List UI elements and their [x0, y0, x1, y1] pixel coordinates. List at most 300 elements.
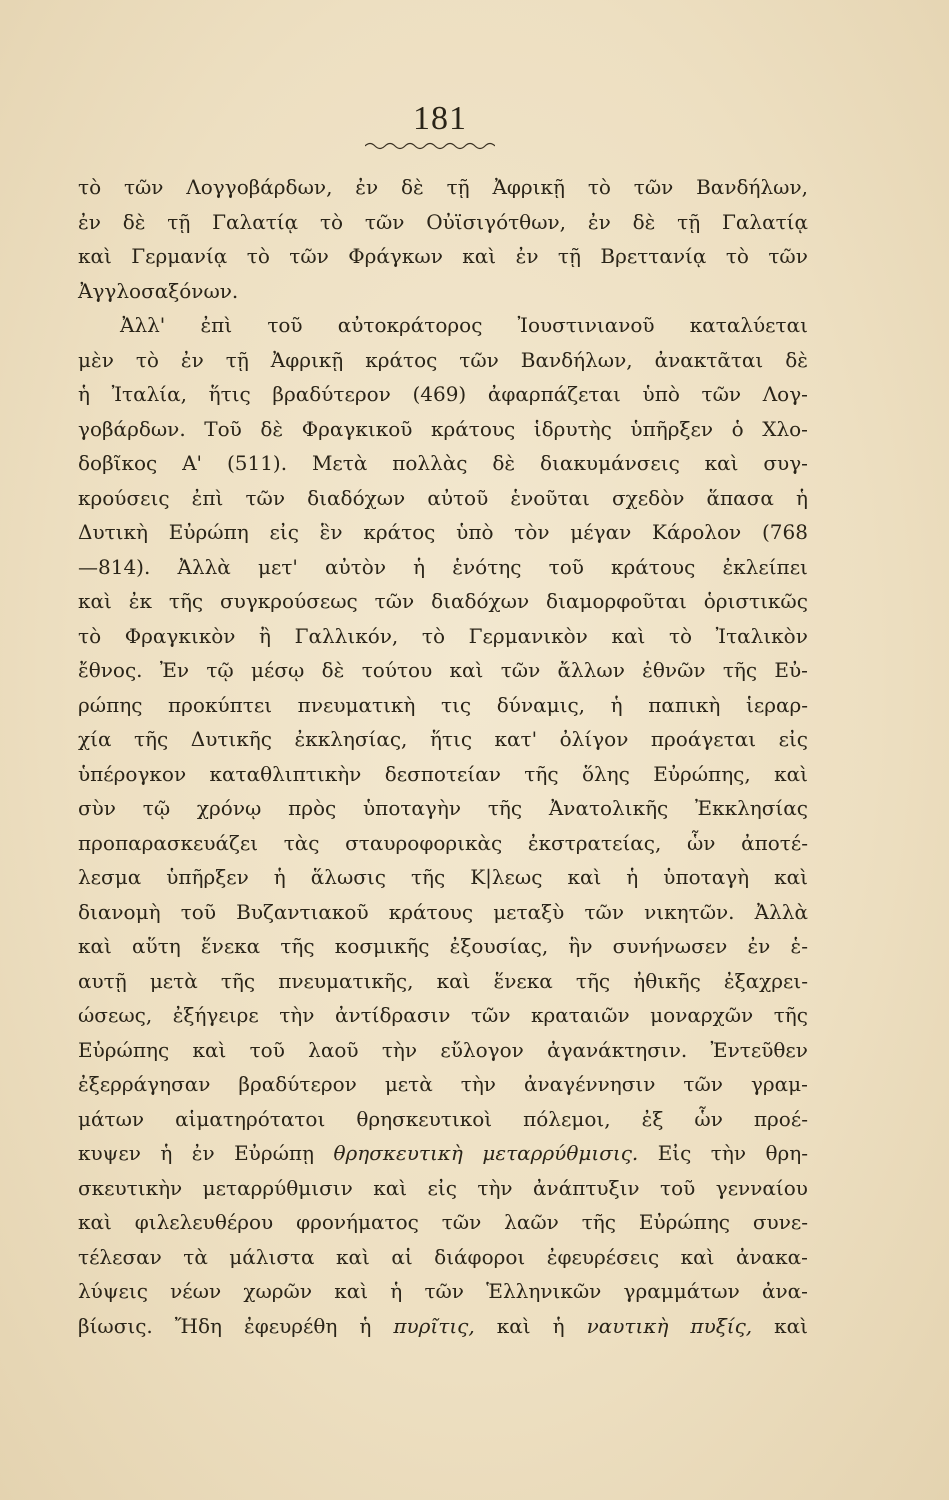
word: πυρῖτις, — [393, 1313, 475, 1338]
word: Γερμανίᾳ — [131, 244, 228, 268]
text-line — [78, 205, 808, 240]
word: καταλύεται — [689, 313, 808, 337]
word: Ἀφρικῇ — [492, 175, 565, 199]
word: (768 — [761, 520, 808, 544]
word: ὑπῆρξεν — [166, 865, 249, 889]
word: Δυτικῆς — [190, 727, 272, 751]
text-line — [78, 515, 808, 550]
word: παπικὴ — [648, 692, 721, 717]
text-line — [78, 170, 808, 205]
word: Εἰς — [657, 1141, 692, 1165]
word: κράτους — [611, 554, 696, 579]
text-line — [78, 619, 808, 654]
word: φιλελευθέρου — [134, 1210, 274, 1234]
word: συγκρούσεως — [220, 589, 358, 613]
word: αἱ — [391, 1244, 413, 1269]
word: Ἰταλία, — [111, 382, 187, 406]
word: τὸ — [587, 175, 611, 199]
word: τις — [441, 692, 472, 717]
word: ἕνεκα — [200, 934, 261, 958]
word: τέλεσαν — [78, 1244, 162, 1269]
word: τῶν — [289, 244, 329, 268]
word: ἀνάπτυξιν — [533, 1175, 640, 1200]
word: Κάρολον — [652, 520, 742, 544]
word: Οὐϊσιγότθων, — [426, 209, 567, 234]
word: ὁριστικῶς — [703, 589, 808, 613]
word: τῷ — [142, 796, 171, 820]
word: τὴν — [460, 1072, 496, 1096]
word: εἰς — [427, 1175, 457, 1200]
word: μέγαν — [570, 520, 632, 544]
word: γενναίου — [715, 1175, 808, 1200]
word: Ἤδη — [174, 1313, 222, 1338]
word: (469) — [412, 382, 467, 406]
word: φρονήματος — [296, 1210, 419, 1234]
word: τῶν — [441, 1210, 482, 1234]
word: τῶν — [364, 209, 405, 234]
word: δὲ — [632, 209, 656, 234]
word: τὸ — [725, 244, 749, 268]
word: μεταρρύθμισιν — [202, 1175, 353, 1200]
word: βίωσις. — [78, 1313, 153, 1338]
word: ὧν — [694, 1106, 723, 1131]
word: διαδόχων — [307, 485, 406, 510]
text-line — [78, 412, 808, 447]
word: καὶ — [78, 934, 112, 958]
word: εἰς — [778, 727, 808, 751]
word: ἡ — [626, 865, 639, 889]
word: Δυτικὴ — [78, 520, 148, 544]
text-line — [78, 964, 808, 999]
word: καὶ — [680, 1244, 715, 1269]
word: πόλεμοι, — [523, 1106, 611, 1131]
word: γραμ- — [750, 1072, 808, 1096]
word: ἐν — [747, 934, 771, 958]
text-line — [78, 481, 808, 516]
word: τῇ — [446, 175, 470, 199]
word: ἥτις — [429, 727, 473, 751]
word: τῶν — [768, 244, 808, 268]
word: λεσμα — [78, 865, 142, 889]
word: ὁ — [731, 416, 744, 441]
text-line — [78, 929, 808, 964]
word: Βανδήλων, — [520, 347, 633, 372]
word: ἔθνος. — [78, 658, 143, 682]
word: διαμορφοῦται — [546, 589, 687, 613]
text-line — [78, 1067, 808, 1102]
word: πολλὰς — [392, 451, 468, 475]
text-line — [78, 688, 808, 723]
word: ἡ — [552, 1313, 565, 1338]
word: γοβάρδων. — [78, 416, 186, 441]
word: ρώπης — [78, 692, 143, 717]
word: καὶ — [436, 968, 471, 993]
word: τὰς — [283, 830, 320, 855]
word: ὑποταγὴν — [363, 796, 462, 820]
word: τῶν — [245, 485, 286, 510]
word: σταυροφορικὰς — [345, 830, 503, 855]
word: Εὐρώπη — [168, 520, 249, 544]
word: ἑ- — [790, 934, 808, 958]
word: μεταρρύθμισις. — [482, 1141, 639, 1165]
word: τὴν — [477, 1175, 513, 1200]
word: ὑποταγὴ — [663, 865, 750, 889]
word: μετ' — [257, 554, 298, 579]
word: χωρῶν — [243, 1279, 312, 1303]
word: τοῦ — [249, 1037, 285, 1062]
word: ἐκστρατείας, — [527, 830, 662, 855]
word: δὲ — [492, 451, 516, 475]
word: κυψεν — [78, 1141, 141, 1165]
word: Ἰταλικὸν — [715, 623, 808, 648]
word: χρόνῳ — [196, 796, 262, 820]
word: βραδύτερον — [238, 1072, 357, 1096]
word: κράτους — [430, 416, 516, 441]
word: ἢ — [259, 623, 271, 648]
word: τὸ — [668, 623, 693, 648]
word: ἐφευρέθη — [243, 1313, 338, 1338]
text-line — [78, 1102, 808, 1137]
word: ὑπὸ — [456, 520, 494, 544]
text-line — [78, 791, 808, 826]
word: καὶ — [567, 865, 602, 889]
word: Γαλλικόν, — [294, 623, 399, 648]
word: τῆς — [524, 761, 559, 786]
word: Ἀλλ' — [120, 313, 166, 337]
word: ἡ — [610, 692, 623, 717]
word: ἡ — [413, 554, 426, 579]
word: δὲ — [400, 175, 424, 199]
word: ἀναγέννησιν — [523, 1072, 656, 1096]
word: κράτος — [363, 520, 436, 544]
word: νικητῶν. — [644, 899, 735, 924]
word: ἐξερράγησαν — [78, 1072, 211, 1096]
word: θρη- — [765, 1141, 808, 1165]
word: Γαλατίᾳ — [212, 209, 299, 234]
word: τῆς — [133, 727, 169, 751]
word: ἐν — [191, 1141, 215, 1165]
word: θρησκευτικὴ — [333, 1141, 463, 1165]
word: Ἐν — [159, 658, 190, 682]
word: Α' — [182, 451, 203, 475]
text-line — [78, 274, 808, 309]
word: συνε- — [752, 1210, 808, 1234]
word: καὶ — [192, 1037, 227, 1062]
word: κοσμικῆς — [334, 934, 430, 958]
word: ἓν — [319, 520, 343, 544]
word: διαδόχων — [431, 589, 530, 613]
word: τῆς — [280, 934, 315, 958]
word: καὶ — [774, 1313, 808, 1338]
text-line — [78, 343, 808, 378]
word: καὶ — [449, 658, 484, 682]
word: κράτους — [388, 899, 474, 924]
word: βραδύτερον — [272, 382, 391, 406]
text-line — [78, 550, 808, 585]
word: πρὸς — [288, 796, 337, 820]
word: Εὐρώπῃ — [234, 1141, 315, 1165]
word: δὲ — [122, 209, 146, 234]
word: τῶν — [459, 347, 499, 372]
word: τούτου — [361, 658, 433, 682]
word: τῶν — [683, 1072, 723, 1096]
word: τῇ — [225, 347, 249, 372]
word: Βρεττανίᾳ — [600, 244, 707, 268]
word: ἐφευρέσεις — [546, 1244, 660, 1269]
word: ἐκκλησίας, — [294, 727, 408, 751]
word: ἐπὶ — [200, 313, 233, 337]
word: τῶν — [500, 658, 541, 682]
word: ἅλωσις — [310, 865, 386, 889]
word: ἣν — [568, 934, 593, 958]
word: δὲ — [321, 658, 345, 682]
word: Ἀλλὰ — [177, 554, 231, 579]
word: ἐκ — [128, 589, 152, 613]
word: καὶ — [78, 589, 112, 613]
word: λαῶν — [504, 1210, 559, 1234]
word: τῶν — [633, 175, 674, 199]
word: τῆς — [722, 658, 758, 682]
word: τὸ — [78, 175, 102, 199]
word: καὶ — [78, 244, 112, 268]
ornament-rule — [365, 140, 495, 152]
word: διανομὴ — [78, 899, 161, 924]
word: τῇ — [677, 209, 701, 234]
word: ἐξήγειρε — [172, 1003, 259, 1027]
word: δὲ — [260, 416, 284, 441]
body-text — [78, 170, 808, 1343]
word: συνήνωσεν — [612, 934, 728, 958]
word: λαοῦ — [308, 1037, 359, 1062]
word: τοῦ — [548, 554, 584, 579]
text-line — [78, 722, 808, 757]
text-line — [78, 860, 808, 895]
word: ἀγανάκτησιν. — [547, 1037, 688, 1062]
word: καὶ — [373, 1175, 408, 1200]
word: καὶ — [774, 865, 808, 889]
word: συγ- — [763, 451, 808, 475]
word: τὸ — [135, 347, 159, 372]
word: μάτων — [78, 1106, 145, 1131]
word: Γαλατίᾳ — [722, 209, 808, 234]
word: ἐν — [515, 244, 539, 268]
word: νέων — [170, 1279, 222, 1303]
word: ἐν — [355, 175, 379, 199]
text-line — [78, 757, 808, 792]
word: τῶν — [123, 175, 164, 199]
word: ἡ — [78, 382, 90, 406]
word: μεταξὺ — [493, 899, 565, 924]
text-line — [78, 653, 808, 688]
text-line — [78, 377, 808, 412]
word: τῆς — [220, 968, 256, 993]
word: καὶ — [774, 761, 808, 786]
text-line — [78, 308, 808, 343]
word: Λογγοβάρδων, — [186, 175, 333, 199]
word: Φραγκικοῦ — [301, 416, 413, 441]
word: τῆς — [581, 1210, 616, 1234]
word: προκύπτει — [168, 692, 273, 717]
word: τῆς — [168, 589, 204, 613]
word: αὐτοκράτορος — [337, 313, 483, 337]
word: πνευματικῆς, — [278, 968, 414, 993]
word: καὶ — [334, 1279, 369, 1303]
word: ἡ — [390, 1279, 403, 1303]
word: τῇ — [167, 209, 191, 234]
word: (511). — [226, 451, 288, 475]
word: ἄλλων — [557, 658, 625, 682]
word: ἡ — [273, 865, 286, 889]
page-number: 181 — [413, 100, 467, 137]
word: ὑπὸ — [642, 382, 680, 406]
word: ἀνακτᾶται — [654, 347, 764, 372]
word: ὧν — [687, 830, 716, 855]
word: ἐξουσίας, — [449, 934, 549, 958]
word: ἑνοῦται — [510, 485, 590, 510]
word: τοῦ — [660, 1175, 696, 1200]
word: τὴν — [381, 1037, 418, 1062]
word: Ἐκκλησίας — [695, 796, 808, 820]
word: Μετὰ — [311, 451, 368, 475]
word: τῆς — [410, 865, 446, 889]
word: ναυτικὴ — [586, 1313, 669, 1338]
word: λύψεις — [78, 1279, 148, 1303]
word: καὶ — [78, 1210, 112, 1234]
word: καταθλιπτικὴν — [209, 761, 362, 786]
word: τὸ — [78, 623, 102, 648]
word: Εὐρώπης — [78, 1037, 170, 1062]
word: θρησκευτικοὶ — [356, 1106, 493, 1131]
word: Εὐρώπης — [638, 1210, 730, 1234]
word: αὕτη — [132, 934, 181, 958]
word: δεσποτείαν — [384, 761, 501, 786]
word: αὐτὸν — [325, 554, 386, 579]
word: ἐκλείπει — [722, 554, 808, 579]
word: σὺν — [78, 796, 116, 820]
word: ἡ — [795, 485, 808, 510]
word: Ἑλληνικῶν — [486, 1279, 602, 1303]
word: Φραγκικὸν — [124, 623, 236, 648]
word: ἐθνῶν — [642, 658, 706, 682]
word: τῶν — [701, 382, 742, 406]
text-line — [78, 584, 808, 619]
word: χία — [78, 727, 112, 751]
word: μέσῳ — [251, 658, 305, 682]
word: ἀποτέ- — [741, 830, 808, 855]
text-line — [78, 446, 808, 481]
word: ἀνα- — [761, 1279, 808, 1303]
word: Εὐρώπης, — [653, 761, 751, 786]
word: μάλιστα — [229, 1244, 315, 1269]
word: τὴν — [279, 1003, 315, 1027]
word: ἑνότης — [452, 554, 522, 579]
word: ἐπὶ — [191, 485, 224, 510]
word: καὶ — [336, 1244, 370, 1269]
word: αἱματηρότατοι — [175, 1106, 326, 1131]
word: γραμμάτων — [623, 1279, 740, 1303]
word: τὸν — [514, 520, 550, 544]
word: πνευματικὴ — [297, 692, 416, 717]
word: Ἀφρικῇ — [270, 347, 344, 372]
word: διακυμάνσεις — [540, 451, 680, 475]
word: κράτος — [365, 347, 438, 372]
text-line — [78, 1171, 808, 1206]
word: τῶν — [584, 899, 624, 924]
text-line — [78, 826, 808, 861]
word: τῆς — [487, 796, 523, 820]
word: ὑπέρογκον — [78, 761, 187, 786]
word: ἅπασα — [706, 485, 774, 510]
word: ὑπῆρξεν — [630, 416, 713, 441]
word: μὲν — [78, 347, 114, 372]
word: Εὐ- — [774, 658, 808, 682]
text-line — [78, 895, 808, 930]
word: μετὰ — [149, 968, 198, 993]
word: τῶν — [470, 1003, 511, 1027]
word: προάγεται — [650, 727, 757, 751]
word: Φράγκων — [348, 244, 443, 268]
word: τοῦ — [267, 313, 303, 337]
word: τὸ — [319, 209, 344, 234]
word: ἡ — [160, 1141, 173, 1165]
word: ἥτις — [208, 382, 251, 406]
word: ἱεραρ- — [746, 692, 808, 717]
word: ἀνακα- — [735, 1244, 808, 1269]
word: Γερμανικὸν — [468, 623, 588, 648]
word: εὔλογον — [440, 1037, 524, 1062]
word: Ἰουστινιανοῦ — [517, 313, 655, 337]
word: τῶν — [424, 1279, 464, 1303]
word: τῷ — [206, 658, 234, 682]
word: καὶ — [611, 623, 646, 648]
text-line — [78, 1033, 808, 1068]
word: Ἀλλὰ — [754, 899, 808, 924]
word: ἐν — [180, 347, 204, 372]
word: αυτῇ — [78, 968, 127, 993]
word: —814). — [78, 554, 151, 579]
word: ἠθικῆς — [633, 968, 701, 993]
word: ὀλίγον — [559, 727, 629, 751]
word: ἐν — [78, 209, 101, 234]
word: ἕνεκα — [493, 968, 553, 993]
word: τὸ — [421, 623, 445, 648]
word: κραταιῶν — [531, 1003, 630, 1027]
word: τῆς — [773, 1003, 808, 1027]
word: αὐτοῦ — [427, 485, 489, 510]
word: τῆς — [575, 968, 611, 993]
word: ἀφαρπάζεται — [487, 382, 621, 406]
word: καὶ — [496, 1313, 531, 1338]
text-line — [78, 239, 808, 274]
word: Χλο- — [762, 416, 808, 441]
word: Λογ- — [762, 382, 808, 406]
text-line — [78, 1240, 808, 1275]
word: ἐν — [587, 209, 611, 234]
word: κρούσεις — [78, 485, 170, 510]
word: Βανδήλων, — [696, 175, 808, 199]
word: μετὰ — [384, 1072, 433, 1096]
word: Κ|λεως — [470, 865, 543, 889]
word: Ἐντεῦθεν — [710, 1037, 808, 1062]
word: μοναρχῶν — [650, 1003, 754, 1027]
word: ώσεως, — [78, 1003, 153, 1027]
word: καὶ — [704, 451, 739, 475]
word: προέ- — [753, 1106, 808, 1131]
word: σκευτικὴν — [78, 1175, 183, 1200]
word: καὶ — [462, 244, 497, 268]
word: Ἀγγλοσαξόνων. — [78, 278, 239, 303]
word: κατ' — [494, 727, 538, 751]
